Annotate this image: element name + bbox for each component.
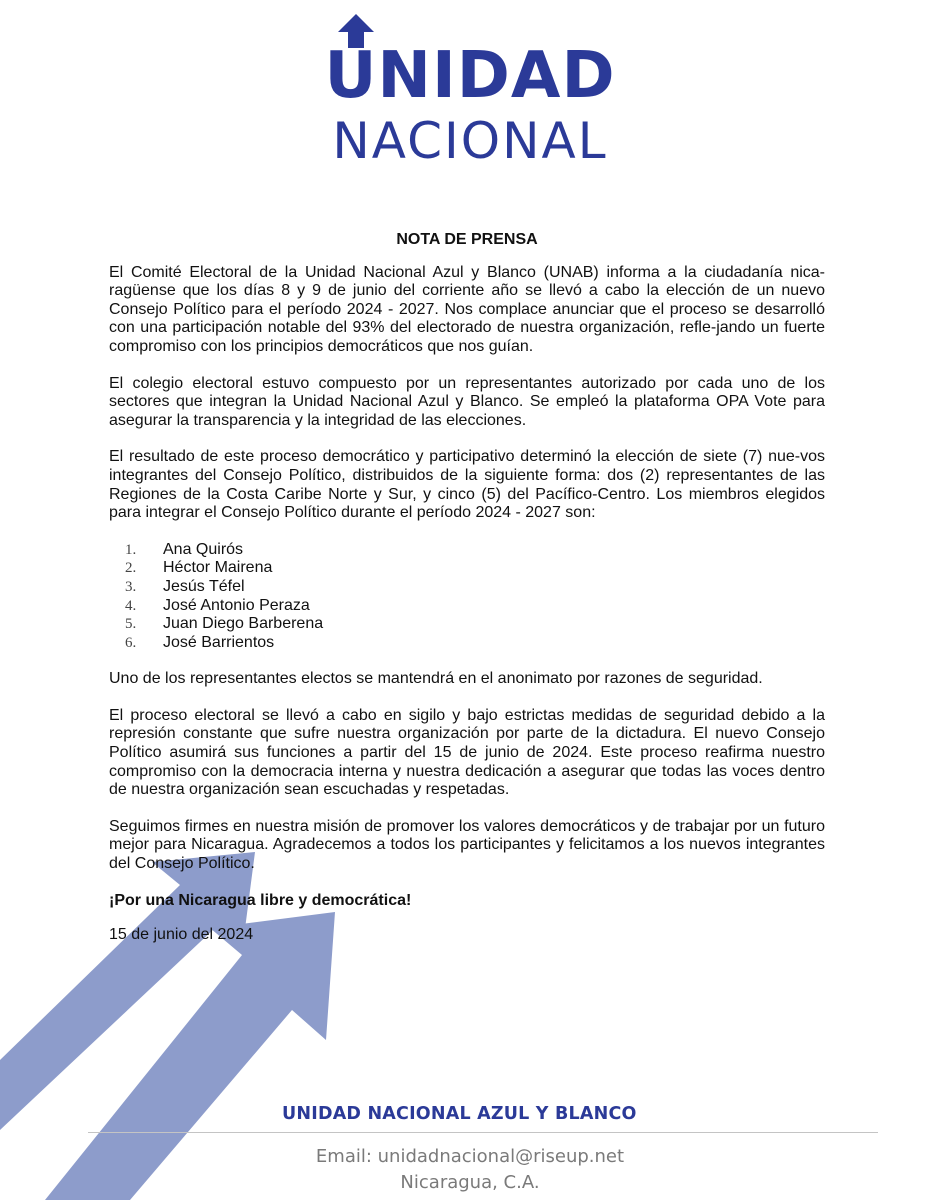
list-item: 4. José Antonio Peraza bbox=[125, 596, 310, 614]
paragraph-electoral-college: El colegio electoral estuvo compuesto por un representantes autorizado por cada uno de los sectores que integran la Unidad Nacional Azul y Blanco. Se empleó la plataforma OPA Vote para asegurar la transparencia y la integridad de las elecciones. bbox=[109, 374, 825, 429]
document-date: 15 de junio del 2024 bbox=[109, 926, 254, 944]
closing-slogan: ¡Por una Nicaragua libre y democrática! bbox=[109, 891, 412, 909]
logo-line-nacional: NACIONAL bbox=[332, 112, 608, 170]
unidad-nacional-logo bbox=[300, 14, 640, 170]
member-name: Ana Quirós bbox=[163, 540, 244, 558]
footer-country: Nicaragua, C.A. bbox=[400, 1172, 540, 1193]
paragraph-security: El proceso electoral se llevó a cabo en sigilo y bajo estrictas medidas de seguridad debido a la represión constante que sufre nuestra organización por parte de la dictadura. El nuevo Consejo Político asumirá sus funciones a partir del 15 de junio de 2024. Este proceso reafirma nuestro compromiso con la democracia interna y nuestra dedicación a asegurar que todas las voces dentro de nuestra organización sean escuchadas y respetadas. bbox=[109, 706, 825, 799]
member-name: José Antonio Peraza bbox=[163, 596, 310, 614]
list-item: 6. José Barrientos bbox=[125, 633, 275, 651]
press-release-heading: NOTA DE PRENSA bbox=[396, 231, 538, 248]
paragraph-anonymity: Uno de los representantes electos se mantendrá en el anonimato por razones de seguridad. bbox=[109, 670, 763, 688]
member-name: Héctor Mairena bbox=[163, 559, 273, 577]
member-name: Juan Diego Barberena bbox=[163, 615, 324, 633]
press-release-body bbox=[109, 231, 825, 945]
paragraph-mission: Seguimos firmes en nuestra misión de promover los valores democráticos y de trabajar por un futuro mejor para Nicaragua. Agradecemos a todos los participantes y felicitamos a los nuevos integrantes del Consejo Político. bbox=[109, 817, 825, 873]
list-item: 2. Héctor Mairena bbox=[125, 559, 273, 577]
footer-email: Email: unidadnacional@riseup.net bbox=[315, 1146, 625, 1167]
paragraph-intro: El Comité Electoral de la Unidad Nacional Azul y Blanco (UNAB) informa a la ciudadanía nica-ragüense que los días 8 y 9 de junio del corriente año se llevó a cabo la elección de un nuevo Consejo Político para el período 2024 - 2027. Nos complace anunciar que el proceso se desarrolló con una participación notable del 93% del electorado de nuestra organización, refle-jando un fuerte compromiso con los principios democráticos que nos guían. bbox=[109, 263, 825, 355]
list-item: 1. Ana Quirós bbox=[125, 540, 244, 558]
footer-org-name: UNIDAD NACIONAL AZUL Y BLANCO bbox=[282, 1104, 637, 1124]
members-list bbox=[125, 541, 825, 653]
member-name: José Barrientos bbox=[163, 633, 275, 651]
logo-line-unidad: UNIDAD bbox=[324, 39, 616, 113]
paragraph-results: El resultado de este proceso democrático y participativo determinó la elección de siete (7) nue-vos integrantes del Consejo Político, distribuidos de la siguiente forma: dos (2) representantes de las Regiones de la Costa Caribe Norte y Sur, y cinco (5) del Pacífico-Centro. Los miembros elegidos para integrar el Consejo Político durante el período 2024 - 2027 son: bbox=[109, 448, 825, 522]
footer-divider bbox=[88, 1132, 878, 1133]
list-item: 5. Juan Diego Barberena bbox=[125, 615, 324, 633]
list-item: 3. Jesús Téfel bbox=[125, 577, 245, 595]
member-name: Jesús Téfel bbox=[163, 577, 245, 595]
